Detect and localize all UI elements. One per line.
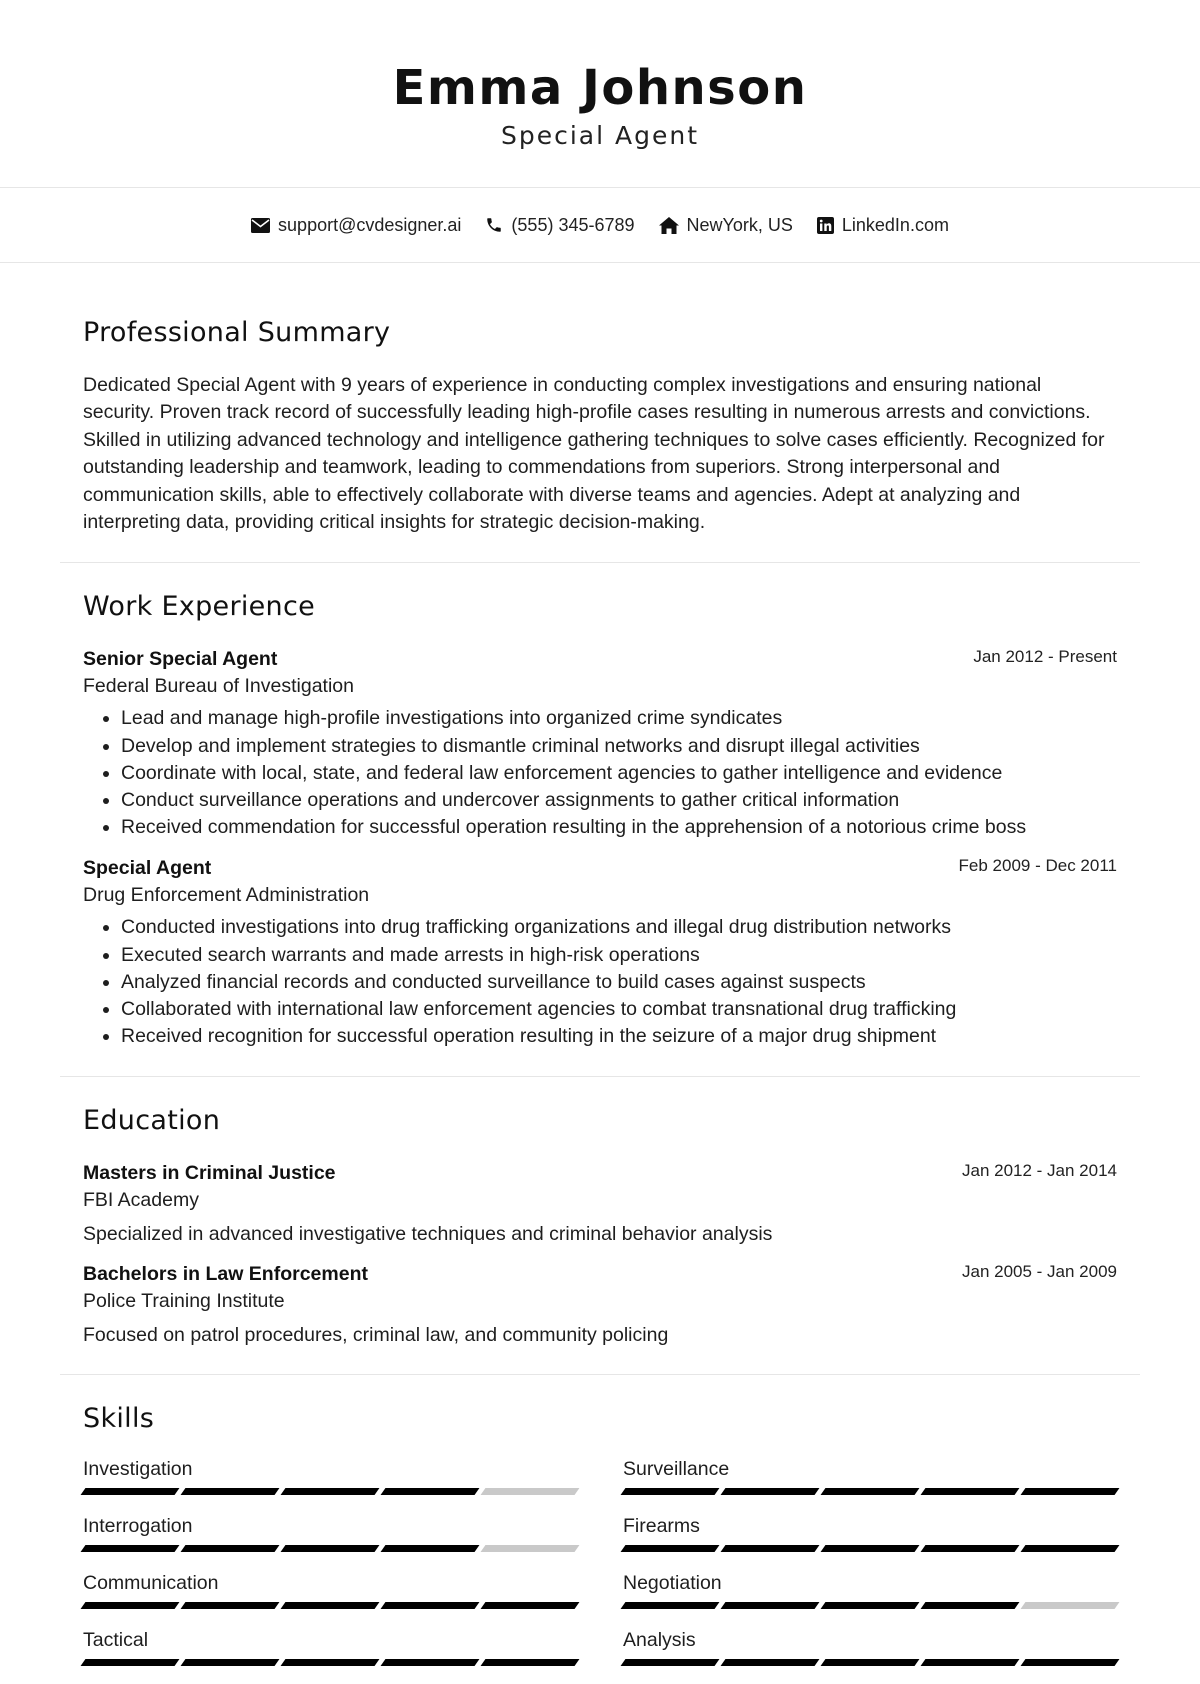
skill-level-segment-filled	[81, 1659, 180, 1666]
contact-email[interactable]	[251, 215, 461, 236]
job-bullet: • Analyzed financial records and conducted surveillance to build cases against suspects	[121, 969, 1117, 996]
skill-item	[83, 1456, 577, 1513]
linkedin-icon	[817, 217, 834, 234]
skill-level-bar	[83, 1602, 577, 1609]
job-bullets	[83, 914, 1117, 1050]
skill-name: Investigation	[83, 1458, 193, 1481]
home-icon	[659, 217, 679, 234]
envelope-icon	[251, 218, 270, 233]
skill-level-bar	[623, 1545, 1117, 1552]
contact-bar	[0, 188, 1200, 263]
skill-level-segment-filled	[821, 1659, 920, 1666]
education-date: Jan 2005 - Jan 2009	[961, 1262, 1117, 1282]
skill-level-segment-filled	[1021, 1488, 1120, 1495]
work-heading: Work Experience	[83, 591, 316, 623]
email-text: support@cvdesigner.ai	[278, 214, 462, 235]
skill-item	[83, 1627, 577, 1684]
skill-name: Interrogation	[83, 1515, 193, 1538]
job-bullet: • Develop and implement strategies to dismantle criminal networks and disrupt illegal activities	[121, 733, 1117, 760]
candidate-title: Special Agent	[500, 121, 700, 150]
degree-name: Masters in Criminal Justice	[83, 1162, 336, 1185]
skill-name: Communication	[83, 1572, 219, 1595]
summary-section	[60, 263, 1140, 563]
skill-level-segment-filled	[381, 1602, 480, 1609]
phone-text: (555) 345-6789	[511, 214, 635, 235]
skill-name: Firearms	[623, 1515, 700, 1538]
education-description: Focused on patrol procedures, criminal law, and community policing	[83, 1324, 669, 1347]
contact-phone[interactable]	[485, 215, 634, 236]
skill-level-segment-filled	[281, 1545, 380, 1552]
education-entry	[83, 1261, 1117, 1348]
job-bullet: • Received recognition for successful operation resulting in the seizure of a major drug shipment	[121, 1023, 1117, 1050]
candidate-name: Emma Johnson	[392, 60, 808, 116]
skill-level-segment-filled	[281, 1488, 380, 1495]
education-heading: Education	[83, 1105, 221, 1137]
skill-level-segment-filled	[81, 1488, 180, 1495]
skill-level-segment-filled	[621, 1602, 720, 1609]
job-role: Special Agent	[83, 857, 212, 880]
job-bullets	[83, 705, 1117, 841]
education-date: Jan 2012 - Jan 2014	[961, 1161, 1117, 1181]
linkedin-text: LinkedIn.com	[841, 214, 949, 235]
resume-body	[0, 263, 1200, 1684]
skill-level-segment-filled	[181, 1545, 280, 1552]
skill-level-bar	[83, 1659, 577, 1666]
skill-level-segment-filled	[281, 1602, 380, 1609]
skill-name: Negotiation	[623, 1572, 722, 1595]
skill-level-bar	[623, 1659, 1117, 1666]
contact-linkedin[interactable]	[817, 215, 949, 236]
skills-section	[60, 1375, 1140, 1684]
job-entry	[83, 855, 1117, 1050]
skill-level-segment-filled	[181, 1602, 280, 1609]
school-name: FBI Academy	[83, 1189, 199, 1212]
skills-heading: Skills	[83, 1403, 155, 1435]
skill-level-segment-filled	[381, 1659, 480, 1666]
skill-level-segment-filled	[81, 1545, 180, 1552]
skill-item	[623, 1627, 1117, 1684]
education-description: Specialized in advanced investigative techniques and criminal behavior analysis	[83, 1223, 773, 1246]
job-role: Senior Special Agent	[83, 648, 278, 671]
job-bullet: • Coordinate with local, state, and federal law enforcement agencies to gather intelligence and evidence	[121, 760, 1117, 787]
skill-level-bar	[623, 1602, 1117, 1609]
skill-level-segment-filled	[181, 1659, 280, 1666]
job-bullet: • Executed search warrants and made arrests in high-risk operations	[121, 942, 1117, 969]
skill-level-segment-filled	[181, 1488, 280, 1495]
skill-item	[623, 1570, 1117, 1627]
skill-level-bar	[83, 1488, 577, 1495]
phone-icon	[485, 216, 503, 234]
skill-name: Analysis	[623, 1629, 696, 1652]
skill-item	[623, 1456, 1117, 1513]
contact-location	[659, 215, 793, 236]
skill-level-segment-filled	[281, 1659, 380, 1666]
skill-level-segment-filled	[381, 1545, 480, 1552]
skill-level-segment-empty	[481, 1488, 580, 1495]
skill-item	[83, 1570, 577, 1627]
job-bullet: • Collaborated with international law enforcement agencies to combat transnational drug trafficking	[121, 996, 1117, 1023]
job-date: Feb 2009 - Dec 2011	[958, 856, 1117, 876]
skill-level-segment-filled	[921, 1545, 1020, 1552]
skill-level-segment-empty	[481, 1545, 580, 1552]
skill-level-segment-filled	[821, 1545, 920, 1552]
job-entry	[83, 646, 1117, 841]
skill-level-segment-filled	[821, 1488, 920, 1495]
job-organization: Drug Enforcement Administration	[83, 884, 370, 907]
skill-level-segment-filled	[621, 1659, 720, 1666]
skill-item	[83, 1513, 577, 1570]
skill-name: Tactical	[83, 1629, 149, 1652]
school-name: Police Training Institute	[83, 1290, 285, 1313]
resume-header	[0, 0, 1200, 188]
summary-heading: Professional Summary	[83, 317, 391, 348]
skill-level-segment-empty	[1021, 1602, 1120, 1609]
skill-level-segment-filled	[1021, 1545, 1120, 1552]
job-date: Jan 2012 - Present	[973, 647, 1117, 667]
education-section	[60, 1077, 1140, 1375]
skill-level-segment-filled	[721, 1488, 820, 1495]
skill-level-segment-filled	[821, 1602, 920, 1609]
degree-name: Bachelors in Law Enforcement	[83, 1263, 368, 1286]
skill-level-segment-filled	[481, 1602, 580, 1609]
skill-level-segment-filled	[921, 1659, 1020, 1666]
skill-level-segment-filled	[381, 1488, 480, 1495]
skill-level-segment-filled	[721, 1545, 820, 1552]
skill-level-bar	[623, 1488, 1117, 1495]
skill-level-segment-filled	[621, 1488, 720, 1495]
skill-level-segment-filled	[721, 1602, 820, 1609]
skill-level-segment-filled	[921, 1602, 1020, 1609]
work-section	[60, 563, 1140, 1077]
skill-level-segment-filled	[1021, 1659, 1120, 1666]
job-bullet: • Conduct surveillance operations and undercover assignments to gather critical information	[121, 787, 1117, 814]
skill-name: Surveillance	[623, 1458, 730, 1481]
skill-level-segment-filled	[921, 1488, 1020, 1495]
skills-grid	[83, 1456, 1117, 1684]
job-organization: Federal Bureau of Investigation	[83, 675, 355, 698]
job-bullet: • Lead and manage high-profile investigations into organized crime syndicates	[121, 705, 1117, 732]
job-bullet: • Conducted investigations into drug trafficking organizations and illegal drug distribution networks	[121, 914, 1117, 941]
skill-level-segment-filled	[621, 1545, 720, 1552]
skill-level-segment-filled	[481, 1659, 580, 1666]
skill-level-bar	[83, 1545, 577, 1552]
skill-level-segment-filled	[81, 1602, 180, 1609]
education-entry	[83, 1160, 1117, 1247]
location-text: NewYork, US	[686, 214, 793, 235]
summary-text: Dedicated Special Agent with 9 years of experience in conducting complex investigations and ensuring national security. Proven track record of successfully leading high-profile cases resulting in numerous arrests and convictions. Skilled in utilizing advanced technology and intelligence gathering techniques to solve cases efficiently. Recognized for outstanding leadership and teamwork, leading to commendations from superiors. Strong interpersonal and communication skills, able to effectively collaborate with diverse teams and agencies. Adept at analyzing and interpreting data, providing critical insights for strategic decision-making.	[83, 374, 1105, 534]
job-bullet: • Received commendation for successful operation resulting in the apprehension of a notorious crime boss	[121, 814, 1117, 841]
skill-item	[623, 1513, 1117, 1570]
skill-level-segment-filled	[721, 1659, 820, 1666]
